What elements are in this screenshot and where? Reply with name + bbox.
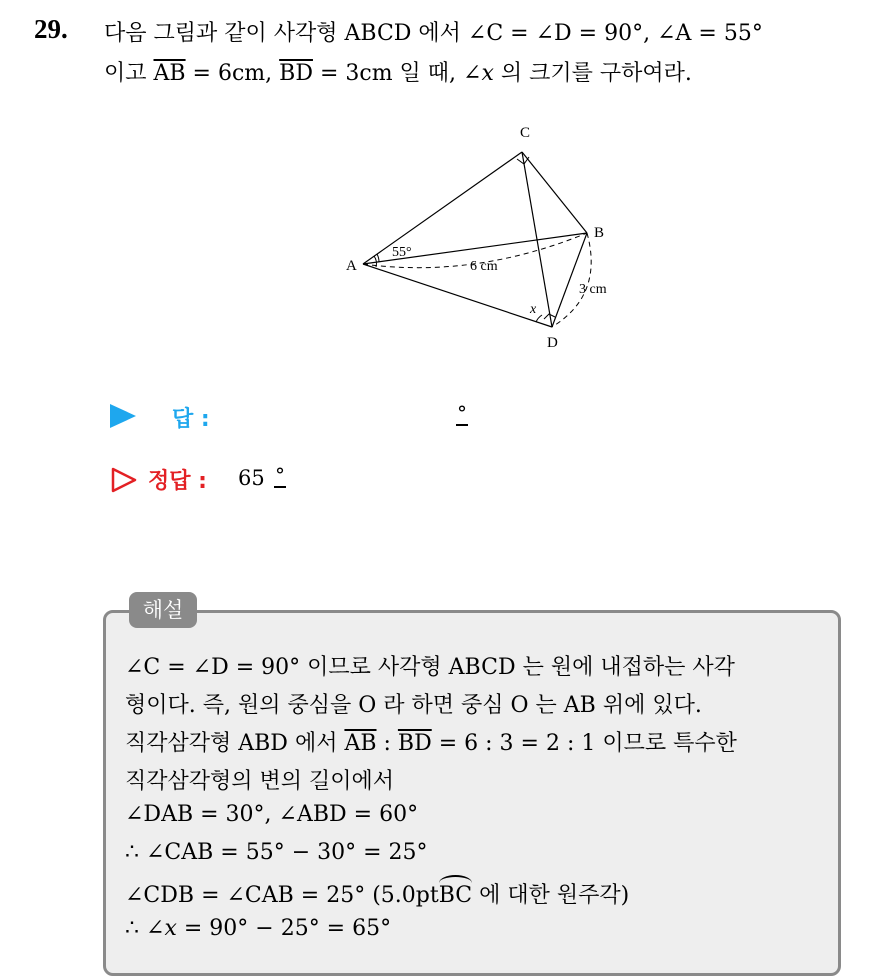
edge-cb [522, 152, 587, 233]
solution-line-4: 직각삼각형의 변의 길이에서 [125, 769, 395, 794]
variable-x: x [481, 61, 494, 86]
question-text-prefix: 이고 [104, 61, 154, 86]
solution-line-8-prefix: ∴ ∠ [125, 916, 165, 941]
edge-db [552, 233, 587, 327]
solution-line-1: ∠C = ∠D = 90° 이므로 사각형 ABCD 는 원에 내접하는 사각 [125, 655, 735, 680]
answer-row [110, 400, 510, 434]
solution-segment-ab: $\overline{AB}$ [344, 731, 377, 756]
length-label-bd: 3 cm [579, 282, 607, 297]
angle-label-55: 55° [392, 245, 412, 260]
length-label-ab: 6 cm [470, 259, 498, 274]
question-number: 29. [34, 14, 68, 44]
arc-bc: BC [438, 883, 473, 908]
question-text-post1: = 3cm 일 때, ∠ [312, 61, 482, 86]
play-icon [110, 404, 136, 428]
question-text-line1: 다음 그림과 같이 사각형 ABCD 에서 ∠C = ∠D = 90°, ∠A = 55° [104, 21, 763, 46]
solution-line-3-mid: : [376, 731, 398, 756]
answer-unit-blank[interactable]: ° [457, 401, 467, 425]
solution-line-2: 형이다. 즉, 원의 중심을 O 라 하면 중심 O 는 AB 위에 있다. [125, 693, 702, 718]
vertex-label-b: B [594, 225, 605, 241]
question-text-post2: 의 크기를 구하여라. [493, 61, 692, 86]
solution-line-7 [125, 878, 629, 909]
edge-ad [363, 264, 552, 327]
quadrilateral-figure [330, 115, 630, 365]
segment-ab: $\overline{AB}$ [153, 61, 186, 86]
correct-answer-row [110, 462, 510, 496]
vertex-label-c: C [520, 125, 531, 141]
solution-line-7-prefix: ∠CDB = ∠CAB = 25° (5.0pt [125, 883, 439, 908]
solution-tag: 해설 [129, 592, 197, 628]
solution-line-6: ∴ ∠CAB = 55° − 30° = 25° [125, 840, 428, 865]
solution-variable-x: x [164, 916, 177, 941]
angle-arc-x [536, 315, 542, 322]
solution-line-3-post: = 6 : 3 = 2 : 1 이므로 특수한 [431, 731, 737, 756]
figure-svg [330, 115, 630, 365]
correct-answer-unit: ° [275, 463, 285, 487]
solution-line-5: ∠DAB = 30°, ∠ABD = 60° [125, 802, 419, 827]
solution-segment-bd: $\overline{BD}$ [397, 731, 432, 756]
outline-play-icon [110, 466, 138, 494]
vertex-label-d: D [547, 335, 558, 351]
vertex-label-a: A [346, 258, 357, 274]
correct-answer-label: 정답 : [148, 469, 207, 494]
solution-line-8 [125, 916, 391, 941]
correct-answer-value: 65 [238, 466, 265, 490]
question-text-line2 [104, 56, 692, 87]
edge-ac [363, 152, 522, 264]
solution-line-3 [125, 726, 737, 757]
angle-label-x: x [530, 302, 537, 317]
solution-line-3-prefix: 직각삼각형 ABD 에서 [125, 731, 345, 756]
right-angle-mark-d [544, 314, 555, 319]
angle-arc-a-outer [377, 254, 379, 262]
solution-line-8-post: = 90° − 25° = 65° [176, 916, 392, 941]
question-text-mid: = 6cm, [185, 61, 280, 86]
segment-bd: $\overline{BD}$ [279, 61, 313, 86]
answer-label: 답 : [172, 407, 210, 432]
solution-line-7-post: 에 대한 원주각) [472, 883, 630, 908]
edge-cd [522, 152, 552, 327]
